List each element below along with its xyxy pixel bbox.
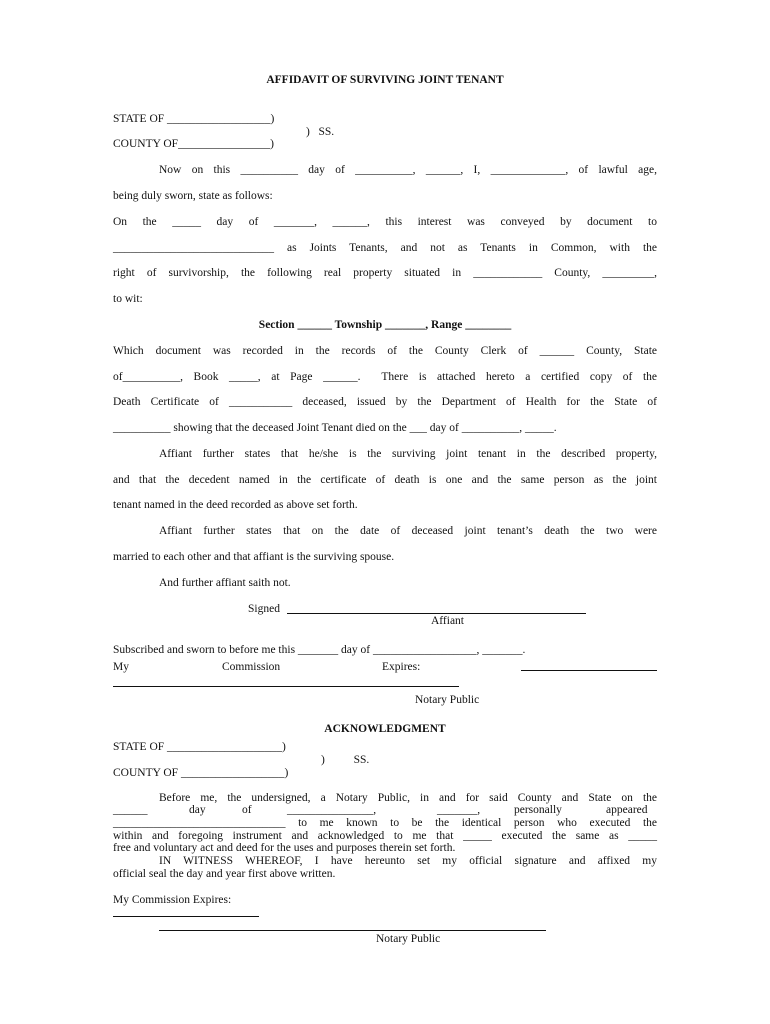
- section-township-range: Section ______ Township _______, Range ________: [258, 319, 512, 331]
- ack-line-5: free and voluntary act and deed for the uses and purposes therein set forth.: [113, 842, 456, 854]
- signed-label: Signed: [248, 603, 280, 615]
- paragraph-1-line-2: being duly sworn, state as follows:: [113, 190, 273, 202]
- paragraph-2-line-3: right of survivorship, the following real property situated in ____________ County, _________,: [113, 267, 657, 279]
- ack-line-2-date-blank: _______________,: [287, 804, 377, 816]
- ack-state-line: STATE OF ____________________): [113, 741, 286, 753]
- venue-county-line: COUNTY OF________________): [113, 138, 274, 150]
- paragraph-5-line-2: married to each other and that affiant is the surviving spouse.: [113, 551, 395, 563]
- document-title: AFFIDAVIT OF SURVIVING JOINT TENANT: [266, 74, 504, 86]
- ack-witness-line-1: IN WITNESS WHEREOF, I have hereunto set my official signature and affixed my: [159, 855, 657, 867]
- affiant-label: Affiant: [431, 615, 465, 627]
- commission-expires-line: [521, 670, 657, 671]
- my-label: My: [113, 661, 129, 673]
- ack-line-4: within and foregoing instrument and acknowledged to me that _____ executed the same as _____: [113, 830, 657, 842]
- paragraph-2-line-4: to wit:: [113, 293, 143, 305]
- ack-commission-expires: My Commission Expires:: [113, 894, 232, 906]
- paragraph-1-line-1: Now on this __________ day of __________, ______, I, _____________, of lawful age,: [159, 164, 657, 176]
- ack-line-2-personally: personally: [514, 804, 562, 816]
- paragraph-3-line-1: Which document was recorded in the records of the County Clerk of ______ County, State: [113, 345, 657, 357]
- paragraph-6-line-1: And further affiant saith not.: [159, 577, 291, 589]
- subscribed-line: Subscribed and sworn to before me this _______ day of __________________, _______.: [113, 644, 526, 656]
- ack-line-1: Before me, the undersigned, a Notary Public, in and for said County and State on the: [159, 792, 657, 804]
- ack-line-3: ______________________________ to me known to be the identical person who executed the: [113, 817, 657, 829]
- ack-notary-signature-line: [159, 930, 546, 931]
- ack-notary-public-label: Notary Public: [376, 933, 441, 945]
- ack-commission-expires-line: [113, 916, 259, 917]
- paragraph-4-line-2: and that the decedent named in the certificate of death is one and the same person as the joint: [113, 474, 657, 486]
- paragraph-2-line-2: ____________________________ as Joints Tenants, and not as Tenants in Common, with the: [113, 242, 657, 254]
- expires-label: Expires:: [382, 661, 421, 673]
- ack-line-2-appeared: appeared: [606, 804, 648, 816]
- ack-line-2-day: day: [189, 804, 206, 816]
- paragraph-3-line-2: of__________, Book _____, at Page ______. There is attached hereto a certified copy of the: [113, 371, 657, 383]
- paragraph-4-line-1: Affiant further states that he/she is the surviving joint tenant in the described property,: [159, 448, 657, 460]
- ack-county-line: COUNTY OF __________________): [113, 767, 289, 779]
- commission-label: Commission: [222, 661, 281, 673]
- ack-ss-line: ) SS.: [321, 754, 370, 766]
- paragraph-2-line-1: On the _____ day of _______, ______, this interest was conveyed by document to: [113, 216, 657, 228]
- ack-line-2-year-blank: _______,: [437, 804, 481, 816]
- paragraph-3-line-4: __________ showing that the deceased Joint Tenant died on the ___ day of __________, _____.: [113, 422, 557, 434]
- paragraph-3-line-3: Death Certificate of ___________ deceased, issued by the Department of Health for the State of: [113, 396, 657, 408]
- paragraph-5-line-1: Affiant further states that on the date of deceased joint tenant’s death the two were: [159, 525, 657, 537]
- venue-ss-line: ) SS.: [306, 126, 335, 138]
- acknowledgment-heading: ACKNOWLEDGMENT: [324, 723, 446, 735]
- ack-line-2-of: of: [242, 804, 252, 816]
- ack-line-2-day-blank: ______: [113, 804, 148, 816]
- venue-state-line: STATE OF __________________): [113, 113, 275, 125]
- notary-public-label: Notary Public: [415, 694, 480, 706]
- paragraph-4-line-3: tenant named in the deed recorded as above set forth.: [113, 499, 358, 511]
- notary-signature-line: [113, 686, 459, 687]
- ack-witness-line-2: official seal the day and year first above written.: [113, 868, 336, 880]
